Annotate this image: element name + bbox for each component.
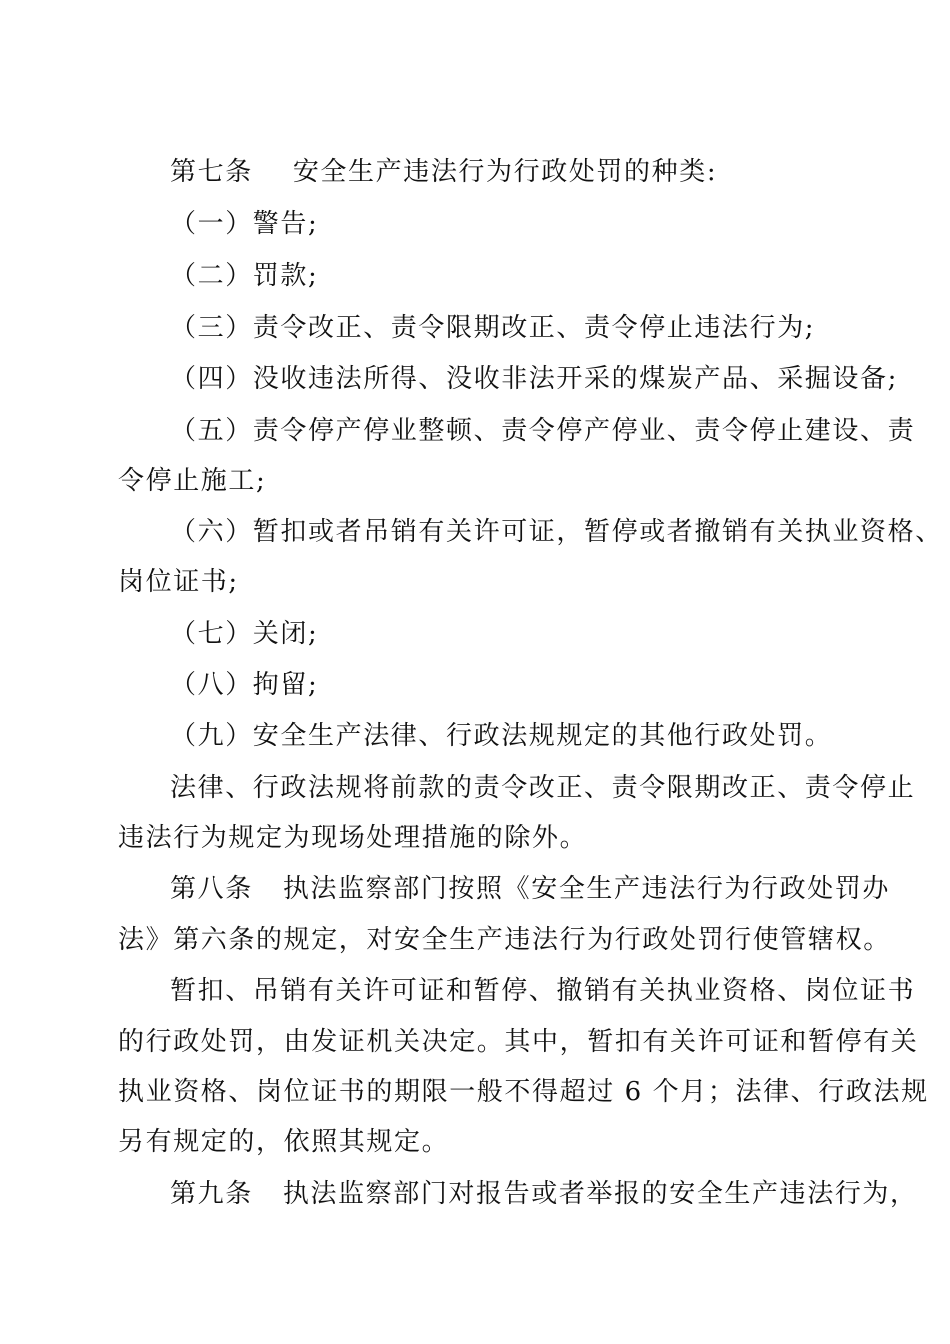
list-item: （一）警告; xyxy=(170,209,319,239)
article-8-heading: 第八条 xyxy=(170,874,253,904)
article-7-heading: 第七条 xyxy=(170,157,253,187)
article-7-note-line: 法律、行政法规将前款的责令改正、责令限期改正、责令停止 xyxy=(170,773,916,803)
article-7-title-line xyxy=(170,157,717,187)
article-9-heading: 第九条 xyxy=(170,1179,253,1209)
article-8-para2-line: 的行政处罚，由发证机关决定。其中，暂扣有关许可证和暂停有关 xyxy=(118,1027,919,1057)
list-item: （四）没收违法所得、没收非法开采的煤炭产品、采掘设备; xyxy=(170,364,898,394)
list-item: （六）暂扣或者吊销有关许可证，暂停或者撤销有关执业资格、 xyxy=(170,517,943,547)
article-8-text: 执法监察部门按照《安全生产违法行为行政处罚办 xyxy=(282,874,891,904)
list-item-continuation: 岗位证书; xyxy=(118,567,239,597)
list-item: （五）责令停产停业整顿、责令停产停业、责令停止建设、责 xyxy=(170,416,916,446)
list-item: （二）罚款; xyxy=(170,261,319,291)
article-7-title: 安全生产违法行为行政处罚的种类: xyxy=(292,157,718,187)
article-9-text: 执法监察部门对报告或者举报的安全生产违法行为， xyxy=(282,1179,918,1209)
article-8-para2-line: 执业资格、岗位证书的期限一般不得超过 6 个月；法律、行政法规 xyxy=(118,1077,929,1107)
article-8-line: 法》第六条的规定，对安全生产违法行为行政处罚行使管辖权。 xyxy=(118,925,891,955)
list-item-continuation: 令停止施工; xyxy=(118,466,267,496)
article-9-first-line xyxy=(170,1179,918,1209)
list-item: （八）拘留; xyxy=(170,670,319,700)
article-8-para2-line: 另有规定的，依照其规定。 xyxy=(118,1127,450,1157)
list-item: （七）关闭; xyxy=(170,619,319,649)
article-8-para2-line: 暂扣、吊销有关许可证和暂停、撤销有关执业资格、岗位证书 xyxy=(170,976,916,1006)
article-7-note-line: 违法行为规定为现场处理措施的除外。 xyxy=(118,823,588,853)
list-item: （三）责令改正、责令限期改正、责令停止违法行为; xyxy=(170,313,816,343)
list-item: （九）安全生产法律、行政法规规定的其他行政处罚。 xyxy=(170,721,833,751)
article-8-first-line xyxy=(170,874,890,904)
